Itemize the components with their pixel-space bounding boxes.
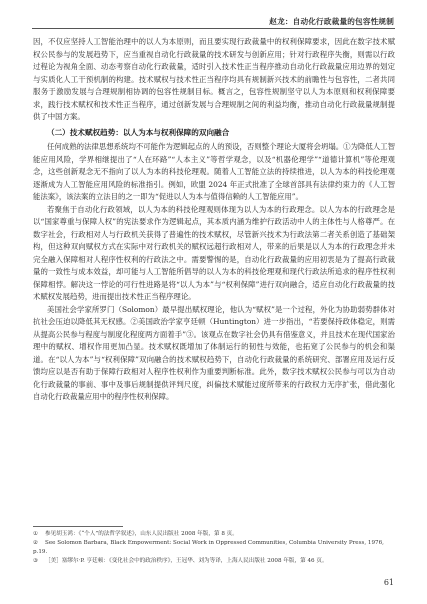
paragraph-empowerment-theory: 美国社会学家所罗门（Solomon）最早提出赋权理论，他认为“赋权”是一个过程，外化为协助弱势群体对抗社会压迫以降低其无权感。②美国政治学家亨廷顿（Huntington）进一步指出，“若要保持政体稳定，则需从提高公民参与程度与制度化程度两方面着手”③。该观点在数字社会仍具有借鉴意义，并且技术在现代国家治理中的赋权、增权作用更加凸显。技术赋权既增加了体制运行的韧性与效能，也拓宽了公民参与的机会和渠道。在“以人为本”与“权利保障”双向融合的技术赋权趋势下，自动化行政裁量的系统研究、部署应用及运行反馈均应以是否有助于保障行政相对人程序性权利作为重要判断标准。此外，数字技术赋权公民参与可以为自动化行政裁量的事前、事中及事后规制提供评判尺度，纠偏技术赋能过度所带来的行政权力无序扩张，借此强化自动化行政裁量应用中的程序性权利保障。 <box>33 304 395 401</box>
footnote-text: 参见胡玉鸿：《“个人”的法哲学叙述》，山东人民出版社 2008 年版，第 8 页。 <box>45 531 238 537</box>
section-heading: （二）技术赋权趋势：以人为本与权利保障的双向融合 <box>47 127 230 137</box>
page-number: 61 <box>383 578 394 587</box>
footnote-text: See Solomon Barbara, Black Empowerment: Social Work in Oppressed Communities, Columbia University Press, 1976, p.19. <box>33 540 384 555</box>
footnote-3 <box>33 557 395 566</box>
footnote-mark: ③ <box>33 557 39 564</box>
paragraph-continued: 因，不仅应坚持人工智能治理中的以人为本原则，而且要实现行政裁量中的权利保障要求，因此在数字技术赋权公民参与的发展趋势下，应当重视自动化行政裁量的技术研发与创新应用；针对行政程序失衡，则需以行政过程论为视角全面、动态考察自动化行政裁量，适时引入技术性正当程序推动自动化行政裁量应用边界的划定与实质化人工干预机制的构建。技术赋权与技术性正当程序均具有规制新兴技术的前瞻性与包容性，二者共同服务于激励发展与合理规制相协调的包容性规制目标。概言之，包容性规制坚守以人为本原则和权利保障要求，践行技术赋权和技术性正当程序，通过创新发展与合理规制之间的利益均衡，推动自动化行政裁量规制提供了中国方案。 <box>33 37 395 121</box>
footnote-mark: ② <box>33 540 39 547</box>
footnotes <box>33 530 395 566</box>
footnote-1 <box>33 530 395 539</box>
paragraph-administrative-concept: 若聚焦于自动化行政领域，以人为本的科技伦理观则体现为以人为本的行政理念。以人为本的行政理念是以“国家尊重与保障人权”的宪法要求作为逻辑起点，其本质内涵为维护行政活动中人的主体性与人格尊严。在数字社会，行政相对人与行政机关获得了普遍性的技术赋权，尽管新兴技术为行政法第二者关系创造了基础架构，但这种双向赋权方式在实际中对行政机关的赋权远超行政相对人，带来的后果是以人为本的行政理念并未完全融入保障相对人程序性权利的行政法之中。需要警惕的是，自动化行政裁量的应用初衷是为了提高行政裁量的一致性与成本效益，却可能与人工智能所倡导的以人为本的科技伦理观和现代行政法所追求的程序性权利保障相悖。解决这一悖论的可行性进路是将“以人为本”与“权利保障”进行双向融合，适应自动化行政裁量的技术赋权发展趋势，进而提出技术性正当程序理论。 <box>33 204 395 301</box>
footnote-text: ［美］塞缪尔·P. 亨廷顿：《变化社会中的政治秩序》，王冠华、刘为等译，上海人民出版社 2008 年版，第 46 页。 <box>45 557 328 564</box>
article-body <box>33 36 395 404</box>
footnote-rule <box>33 526 123 527</box>
paragraph-human-centered: 任何成熟的法律思想系统均不可能作为逻辑起点的人的预设，否则整个理论大厦将会坍塌。①为降低人工智能应用风险，学界相继提出了“人在环路”“人本主义”等哲学观念，以及“机器伦理学”“道德计算机”等伦理观念，这些创新观念无不指向了以人为本的科技伦理观。随着人工智能立法的持续推进，以人为本的科技伦理观逐渐成为人工智能应用风险的标准指引。例如，欧盟 2024 年正式批准了全球首部具有法律约束力的《人工智能法案》，该法案的立法目的之一即为“促进以人为本与值得信赖的人工智能应用”。 <box>33 142 395 201</box>
header-rule <box>32 28 395 29</box>
running-head: 赵龙：自动化行政裁量的包容性规制 <box>269 17 394 26</box>
footnote-2 <box>33 539 395 556</box>
footnote-mark: ① <box>33 531 39 537</box>
